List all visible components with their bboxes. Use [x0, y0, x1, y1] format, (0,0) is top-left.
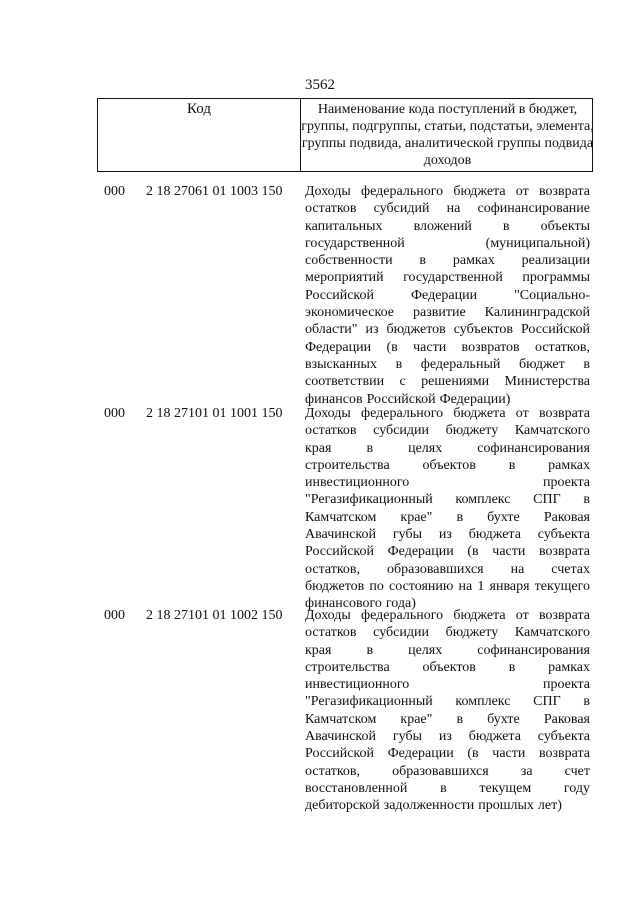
description-line: Российской Федерации (в части возврата: [305, 544, 590, 560]
description-line: остатков субсидии бюджету Камчатского: [305, 625, 590, 641]
table-header: [97, 98, 593, 172]
description-line: Авачинской губы из бюджета субъекта: [305, 729, 590, 745]
description-line: Доходы федерального бюджета от возврата: [305, 184, 590, 199]
header-name-label: Наименование кода поступлений в бюджет, группы, подгруппы, статьи, подстатьи, элемента, группы подвида, аналитической группы подвида доходов: [301, 102, 594, 168]
description-line: Авачинской губы из бюджета субъекта: [305, 527, 590, 543]
description-line: собственности в рамках реализации: [305, 253, 590, 269]
description-line: финансов Российской Федерации): [305, 391, 511, 407]
description-line: Российской Федерации (в части возврата: [305, 746, 590, 762]
row-admin-code: 000: [104, 608, 125, 623]
description-line: остатков, образовавшихся на счетах: [305, 561, 590, 577]
description-line: восстановленной в текущем году: [305, 780, 590, 796]
description-line: инвестиционного проекта: [305, 475, 590, 491]
row-description: [305, 183, 590, 408]
page-number: 3562: [305, 77, 335, 93]
row-revenue-code: 2 18 27101 01 1001 150: [146, 406, 283, 421]
description-line: "Регазификационный комплекс СПГ в: [305, 694, 590, 710]
description-line: остатков субсидий на софинансирование: [305, 201, 590, 217]
description-line: области" из бюджетов субъектов Российской: [305, 322, 590, 338]
description-line: строительства объектов в рамках: [305, 659, 590, 675]
description-line: взысканных в федеральный бюджет в: [305, 356, 590, 372]
header-code-label: Код: [187, 101, 211, 117]
description-line: мероприятий государственной программы: [305, 270, 590, 286]
row-revenue-code: 2 18 27101 01 1002 150: [146, 608, 283, 623]
description-line: дебиторской задолженности прошлых лет): [305, 798, 562, 814]
row-admin-code: 000: [104, 184, 125, 199]
description-line: Российской Федерации "Социально-: [305, 287, 590, 303]
description-line: "Регазификационный комплекс СПГ в: [305, 492, 590, 508]
description-line: соответствии с решениями Министерства: [305, 374, 590, 390]
description-line: капитальных вложений в объекты: [305, 218, 590, 234]
row-admin-code: 000: [104, 406, 125, 421]
description-line: Доходы федерального бюджета от возврата: [305, 608, 590, 623]
row-description: [305, 607, 590, 815]
description-line: края в целях софинансирования: [305, 440, 590, 456]
description-line: бюджетов по состоянию на 1 января текущего: [305, 578, 590, 594]
description-line: инвестиционного проекта: [305, 677, 590, 693]
description-line: края в целях софинансирования: [305, 642, 590, 658]
description-line: остатков, образовавшихся за счет: [305, 763, 590, 779]
description-line: Камчатском крае" в бухте Раковая: [305, 711, 590, 727]
description-line: строительства объектов в рамках: [305, 457, 590, 473]
description-line: Доходы федерального бюджета от возврата: [305, 406, 590, 421]
description-line: Федерации (в части возвратов остатков,: [305, 339, 590, 355]
row-description: [305, 405, 590, 613]
description-line: Камчатском крае" в бухте Раковая: [305, 509, 590, 525]
description-line: финансового года): [305, 596, 416, 612]
description-line: государственной (муниципальной): [305, 235, 590, 251]
description-line: экономическое развитие Калининградской: [305, 305, 590, 321]
row-revenue-code: 2 18 27061 01 1003 150: [146, 184, 283, 199]
description-line: остатков субсидии бюджету Камчатского: [305, 423, 590, 439]
